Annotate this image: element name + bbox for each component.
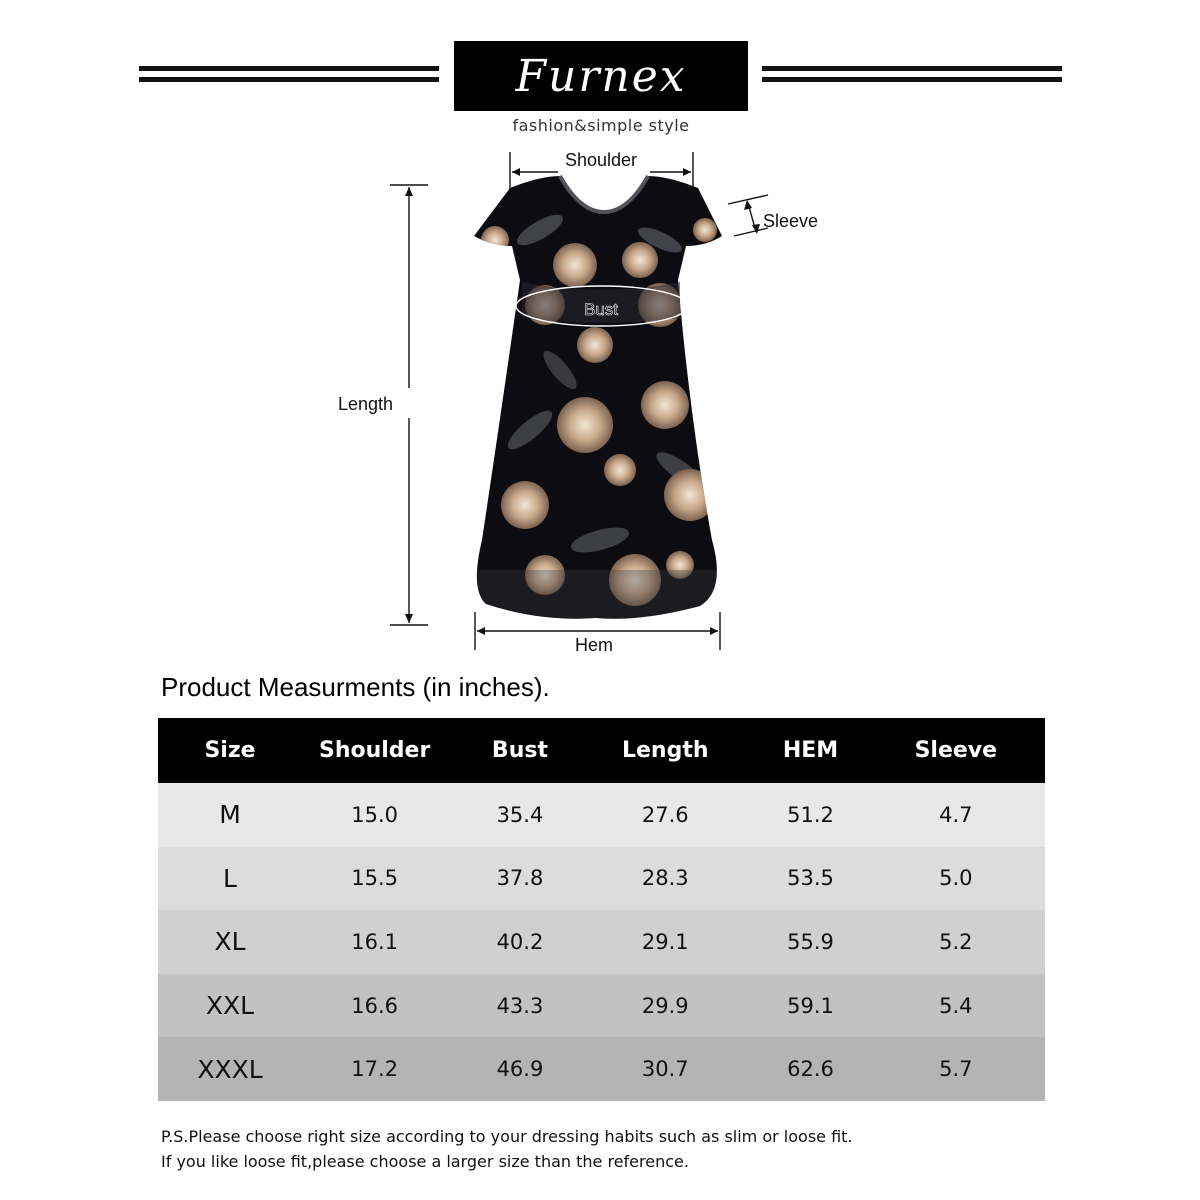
table-row — [158, 974, 1045, 1038]
table-row — [158, 847, 1045, 911]
header-length: Length — [621, 738, 709, 763]
sleeve-cell: 5.7 — [939, 1057, 973, 1082]
note-line-2: If you like loose fit,please choose a larger size than the reference. — [161, 1152, 689, 1171]
table-header — [158, 718, 1045, 783]
brand-name: Furnex — [515, 50, 687, 102]
length-cell: 28.3 — [641, 866, 689, 891]
hem-cell: 51.2 — [787, 802, 834, 827]
length-cell: 27.6 — [641, 802, 689, 827]
hem-cell: 55.9 — [787, 929, 834, 954]
shirt-illustration — [460, 176, 740, 630]
header-sleeve: Sleeve — [914, 738, 998, 763]
sleeve-label: Sleeve — [763, 211, 819, 231]
bust-cell: 40.2 — [496, 929, 544, 954]
note-line-1: P.S.Please choose right size according to your dressing habits such as slim or loose fit. — [161, 1127, 853, 1146]
length-cell: 29.9 — [641, 993, 689, 1018]
table-row — [158, 1037, 1045, 1101]
header-size: Size — [204, 738, 256, 763]
bust-label: Bust — [584, 300, 619, 319]
sleeve-cell: 5.0 — [939, 866, 973, 891]
shoulder-cell: 15.5 — [351, 866, 399, 891]
table-row — [158, 783, 1045, 847]
bust-cell: 37.8 — [496, 866, 544, 891]
brand-tagline: fashion&simple style — [512, 116, 690, 135]
table-row — [158, 910, 1045, 974]
hem-cell: 62.6 — [787, 1057, 834, 1082]
shoulder-cell: 15.0 — [351, 802, 399, 827]
size-cell: XXXL — [197, 1054, 263, 1084]
bust-cell: 43.3 — [496, 993, 544, 1018]
size-table — [158, 718, 1045, 1101]
size-cell: M — [219, 800, 241, 830]
length-cell: 30.7 — [641, 1057, 689, 1082]
sleeve-cell: 5.2 — [939, 929, 973, 954]
shoulder-cell: 17.2 — [351, 1057, 399, 1082]
header-bust: Bust — [491, 738, 548, 763]
length-label: Length — [338, 394, 394, 414]
length-cell: 29.1 — [641, 929, 689, 954]
size-cell: XXL — [205, 991, 255, 1021]
hem-cell: 59.1 — [787, 993, 834, 1018]
hem-cell: 53.5 — [787, 866, 834, 891]
hem-label: Hem — [575, 635, 614, 655]
bust-cell: 35.4 — [496, 802, 544, 827]
sleeve-cell: 5.4 — [939, 993, 973, 1018]
size-cell: L — [223, 863, 237, 893]
header-hem: HEM — [782, 738, 839, 763]
shoulder-cell: 16.6 — [351, 993, 399, 1018]
bust-cell: 46.9 — [496, 1057, 544, 1082]
sleeve-cell: 4.7 — [939, 802, 973, 827]
header-shoulder: Shoulder — [318, 738, 431, 763]
size-cell: XL — [214, 927, 246, 957]
shoulder-label: Shoulder — [565, 150, 638, 170]
shoulder-cell: 16.1 — [351, 929, 399, 954]
section-title: Product Measurments (in inches). — [161, 672, 550, 702]
